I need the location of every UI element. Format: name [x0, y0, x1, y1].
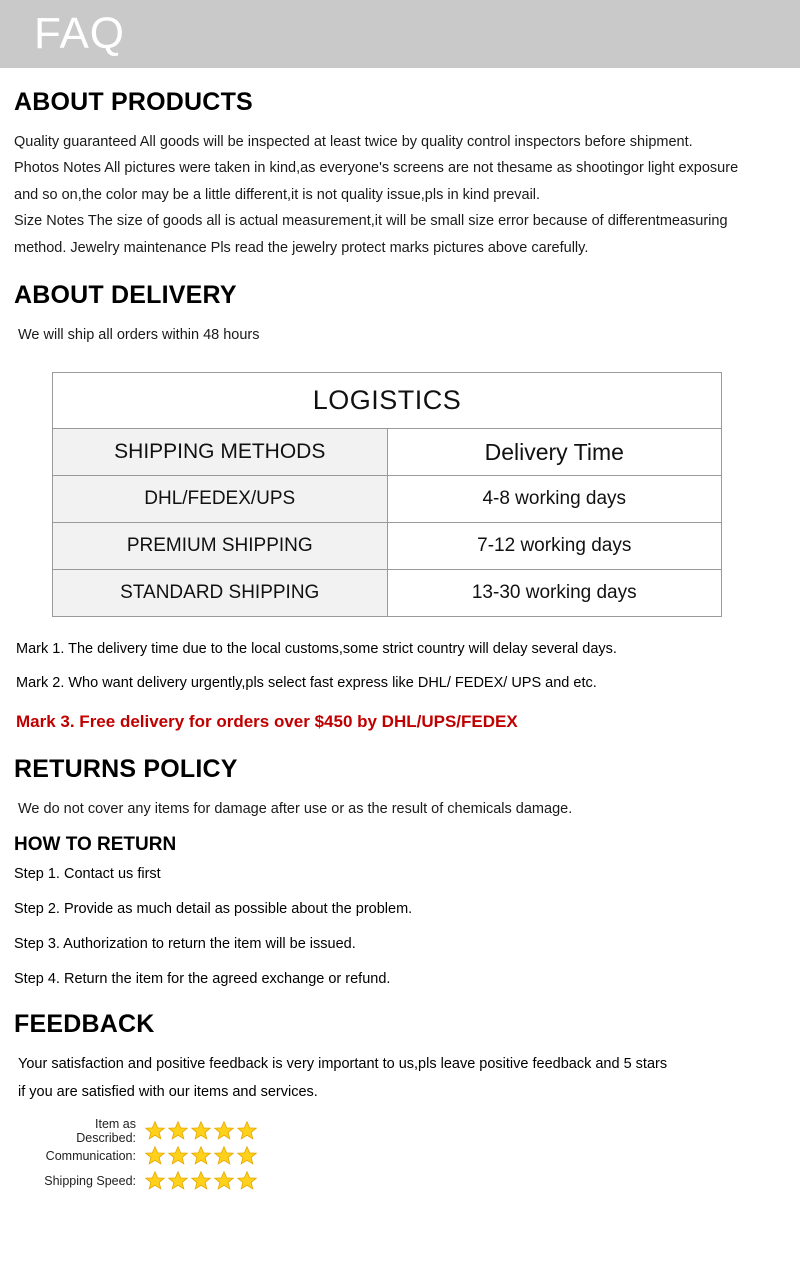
- rating-label: Shipping Speed:: [44, 1173, 136, 1188]
- paragraph: Photos Notes All pictures were taken in kind,as everyone's screens are not thesame as shootingor light exposure: [14, 160, 739, 177]
- logistics-table: [52, 372, 722, 617]
- return-step: Step 3. Authorization to return the item will be issued.: [14, 936, 356, 953]
- faq-content: [0, 88, 800, 1193]
- star-icon: [190, 1120, 212, 1141]
- cell-delivery-time: 7-12 working days: [387, 523, 722, 570]
- rating-label: Item as Described:: [76, 1116, 136, 1145]
- star-icon: [144, 1145, 166, 1166]
- rating-label: Communication:: [45, 1148, 136, 1163]
- page-title: FAQ: [34, 9, 126, 58]
- table-row-title: [53, 373, 722, 429]
- about-products-text: [10, 129, 790, 261]
- feedback-text: [10, 1051, 790, 1106]
- rating-list: [32, 1118, 790, 1193]
- section-heading-about-products: ABOUT PRODUCTS: [14, 88, 253, 116]
- rating-row-item-as-described: [32, 1118, 790, 1143]
- logistics-table-wrapper: [52, 372, 722, 617]
- star-icon: [213, 1170, 235, 1191]
- returns-policy-section: [10, 755, 790, 990]
- return-steps: [10, 864, 790, 990]
- star-icon: [190, 1145, 212, 1166]
- section-heading-returns-policy: RETURNS POLICY: [14, 754, 238, 783]
- star-rating: [144, 1120, 258, 1141]
- star-icon: [236, 1145, 258, 1166]
- rating-row-communication: [32, 1143, 790, 1168]
- paragraph: Quality guaranteed All goods will be inspected at least twice by quality control inspectors before shipment.: [14, 134, 693, 150]
- star-icon: [144, 1120, 166, 1141]
- delivery-marks: [16, 639, 790, 735]
- paragraph: and so on,the color may be a little different,it is not quality issue,pls in kind prevail.: [14, 186, 541, 203]
- table-row: [53, 570, 722, 617]
- star-icon: [167, 1145, 189, 1166]
- paragraph: method. Jewelry maintenance Pls read the jewelry protect marks pictures above carefully.: [14, 239, 589, 256]
- rating-row-shipping-speed: [32, 1168, 790, 1193]
- returns-policy-text: We do not cover any items for damage after use or as the result of chemicals damage.: [18, 800, 573, 817]
- logistics-table-title: LOGISTICS: [53, 373, 722, 429]
- star-icon: [236, 1120, 258, 1141]
- paragraph: Your satisfaction and positive feedback is very important to us,pls leave positive feedback and 5 stars: [18, 1056, 668, 1073]
- star-icon: [213, 1145, 235, 1166]
- section-heading-feedback: FEEDBACK: [14, 1010, 155, 1039]
- section-heading-about-delivery: ABOUT DELIVERY: [14, 280, 237, 309]
- mark-note: Mark 2. Who want delivery urgently,pls select fast express like DHL/ FEDEX/ UPS and etc.: [16, 675, 597, 692]
- mark-note-highlight: Mark 3. Free delivery for orders over $450 by DHL/UPS/FEDEX: [16, 712, 518, 732]
- faq-banner: [0, 0, 800, 68]
- cell-delivery-time: 13-30 working days: [387, 570, 722, 617]
- star-icon: [213, 1120, 235, 1141]
- star-icon: [236, 1170, 258, 1191]
- cell-shipping-method: STANDARD SHIPPING: [53, 570, 388, 617]
- column-header-delivery-time: Delivery Time: [387, 429, 722, 476]
- star-icon: [144, 1170, 166, 1191]
- delivery-intro: We will ship all orders within 48 hours: [18, 326, 260, 343]
- paragraph: if you are satisfied with our items and services.: [18, 1083, 318, 1100]
- cell-shipping-method: PREMIUM SHIPPING: [53, 523, 388, 570]
- feedback-section: [10, 1010, 790, 1193]
- star-rating: [144, 1170, 258, 1191]
- mark-note: Mark 1. The delivery time due to the local customs,some strict country will delay several days.: [16, 641, 617, 658]
- return-step: Step 2. Provide as much detail as possible about the problem.: [14, 901, 413, 918]
- cell-delivery-time: 4-8 working days: [387, 476, 722, 523]
- star-icon: [167, 1170, 189, 1191]
- column-header-shipping-methods: SHIPPING METHODS: [53, 429, 388, 476]
- return-step: Step 4. Return the item for the agreed exchange or refund.: [14, 971, 391, 988]
- paragraph: Size Notes The size of goods all is actual measurement,it will be small size error because of differentmeasuring: [14, 213, 728, 230]
- star-rating: [144, 1145, 258, 1166]
- subheading-how-to-return: HOW TO RETURN: [14, 834, 177, 856]
- cell-shipping-method: DHL/FEDEX/UPS: [53, 476, 388, 523]
- table-row-header: [53, 429, 722, 476]
- table-row: [53, 523, 722, 570]
- star-icon: [167, 1120, 189, 1141]
- return-step: Step 1. Contact us first: [14, 866, 161, 883]
- table-row: [53, 476, 722, 523]
- star-icon: [190, 1170, 212, 1191]
